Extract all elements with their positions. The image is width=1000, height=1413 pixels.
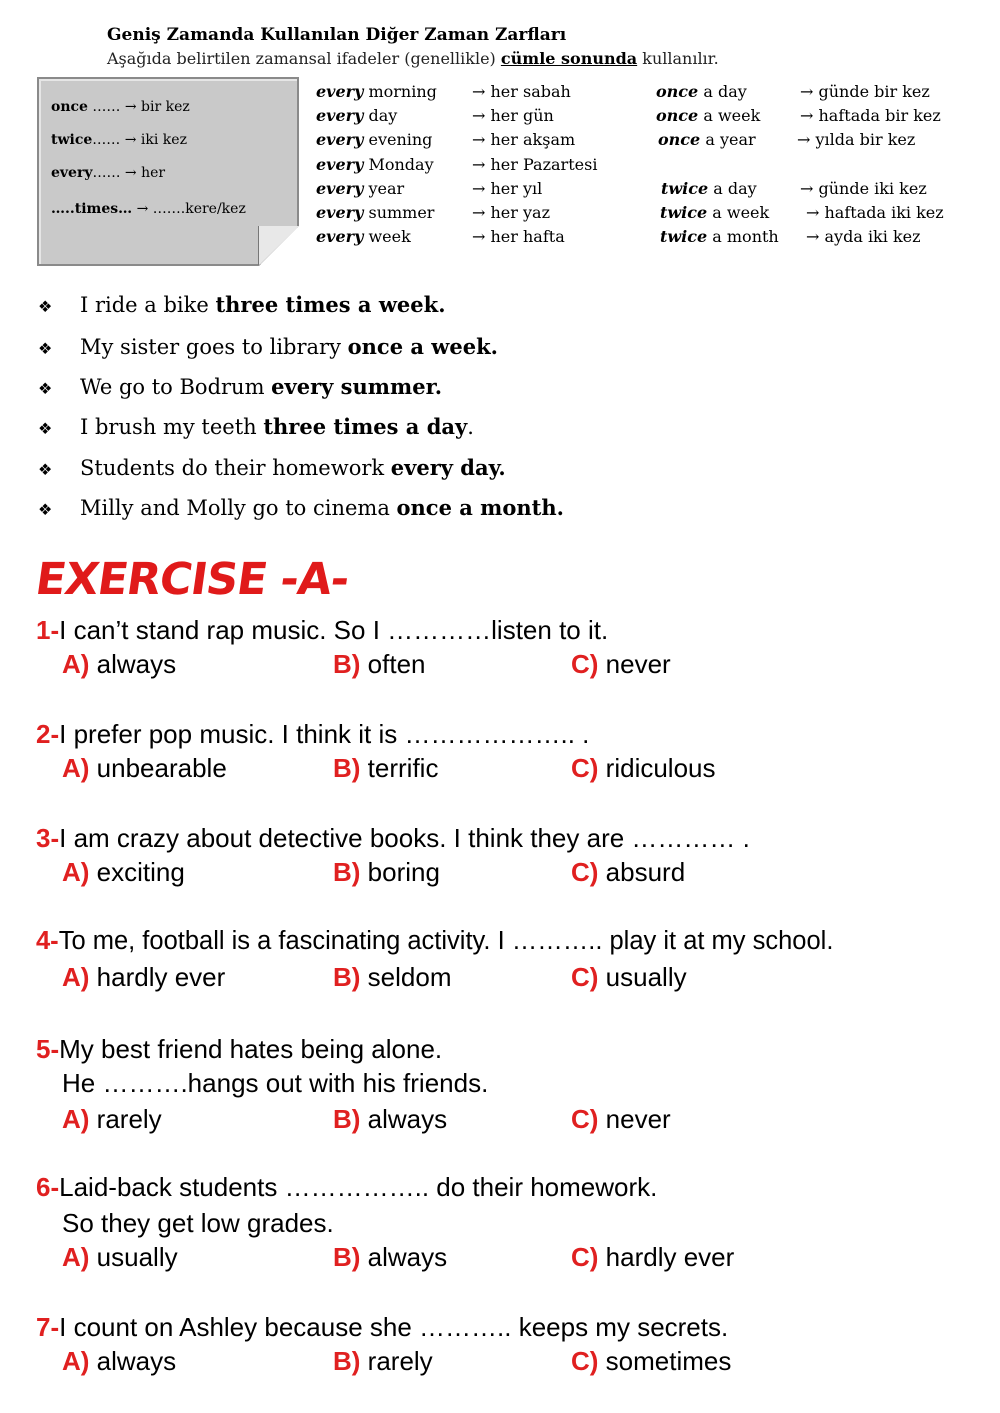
note-value: …… → iki kez [92, 132, 187, 148]
question-text: My best friend hates being alone. [59, 1034, 443, 1064]
bullet-icon: ❖ [38, 460, 53, 479]
vocab-word: once [658, 130, 701, 149]
note-row-times [51, 201, 246, 217]
note-row-twice [51, 132, 187, 148]
example-emphasis: once a month. [396, 495, 564, 520]
option-text: always [96, 649, 177, 679]
example-text-end: . [467, 415, 474, 439]
vocab-word: twice [661, 179, 709, 198]
vocab-word: every [316, 227, 364, 246]
vocab-right-2 [658, 130, 756, 149]
example-text: My sister goes to library [80, 335, 348, 359]
option-letter: C) [571, 753, 599, 783]
question-text: Laid-back students …………….. do their homework. [59, 1172, 658, 1202]
note-value: → …….kere/kez [132, 201, 246, 217]
option-a[interactable] [62, 857, 185, 888]
option-letter: B) [333, 962, 361, 992]
note-value: …… → bir kez [87, 99, 190, 115]
vocab-word: once [656, 82, 699, 101]
note-value: …… → her [92, 165, 166, 181]
option-letter: A) [62, 753, 90, 783]
option-b[interactable] [333, 857, 440, 888]
option-b[interactable] [333, 649, 426, 680]
option-text: always [367, 1104, 448, 1134]
vocab-right-4 [660, 203, 769, 222]
vocab-word: every [316, 130, 364, 149]
option-a[interactable] [62, 1242, 178, 1273]
option-b[interactable] [333, 962, 452, 993]
vocab-word: twice [660, 227, 708, 246]
vocab-rest: a day [708, 179, 757, 198]
vocab-rest: a day [698, 82, 747, 101]
vocab-left-tr-0: → her sabah [472, 82, 571, 101]
example-emphasis: every day. [390, 455, 506, 480]
option-letter: A) [62, 857, 90, 887]
vocab-left-3 [316, 155, 434, 174]
example-sentence [38, 495, 564, 520]
option-letter: B) [333, 649, 361, 679]
vocab-right-5 [660, 227, 779, 246]
example-text: Students do their homework [80, 456, 391, 480]
option-text: seldom [367, 962, 452, 992]
example-sentence [38, 414, 474, 439]
question-text: I am crazy about detective books. I think they are ………… . [59, 823, 750, 853]
vocab-word: every [316, 155, 364, 174]
note-row-once [51, 99, 190, 115]
example-emphasis: once a week. [347, 334, 498, 359]
option-a[interactable] [62, 649, 176, 680]
vocab-word: twice [660, 203, 708, 222]
vocab-left-tr-3: → her Pazartesi [472, 155, 598, 174]
option-text: rarely [96, 1104, 162, 1134]
bullet-icon: ❖ [38, 297, 53, 316]
vocab-rest: Monday [363, 155, 434, 174]
vocab-rest: morning [363, 82, 437, 101]
vocab-left-1 [316, 106, 397, 125]
vocab-left-4 [316, 179, 404, 198]
vocab-rest: a month [707, 227, 779, 246]
option-b[interactable] [333, 1346, 433, 1377]
option-letter: B) [333, 1104, 361, 1134]
adverb-note-card [37, 77, 299, 266]
option-letter: A) [62, 1104, 90, 1134]
option-letter: B) [333, 857, 361, 887]
option-letter: C) [571, 1346, 599, 1376]
example-text: I brush my teeth [80, 415, 264, 439]
option-text: sometimes [605, 1346, 732, 1376]
question-text: I prefer pop music. I think it is ……………….. . [59, 719, 590, 749]
question-text: I count on Ashley because she ……….. keeps my secrets. [59, 1312, 729, 1342]
option-letter: A) [62, 649, 90, 679]
vocab-right-tr-2: → yılda bir kez [797, 130, 916, 149]
option-text: hardly ever [605, 1242, 735, 1272]
option-text: ridiculous [605, 753, 716, 783]
option-text: terrific [367, 753, 439, 783]
option-a[interactable] [62, 1104, 162, 1135]
option-text: usually [605, 962, 687, 992]
vocab-left-tr-4: → her yıl [472, 179, 543, 198]
option-letter: C) [571, 962, 599, 992]
vocab-right-1 [656, 106, 760, 125]
vocab-word: every [316, 82, 364, 101]
example-emphasis: three times a day [263, 414, 468, 439]
question-number: 7- [36, 1312, 60, 1342]
option-c[interactable] [571, 649, 671, 680]
vocab-left-5 [316, 203, 434, 222]
example-emphasis: three times a week. [215, 292, 446, 317]
question-number: 2- [36, 719, 60, 749]
question-text: To me, football is a fascinating activity. I ……….. play it at my school. [58, 927, 834, 955]
vocab-rest: a week [707, 203, 770, 222]
vocab-left-tr-6: → her hafta [472, 227, 565, 246]
option-letter: B) [333, 1242, 361, 1272]
question-number: 6- [36, 1172, 60, 1202]
vocab-right-0 [656, 82, 747, 101]
page-title: Geniş Zamanda Kullanılan Diğer Zaman Zarfları [107, 25, 567, 45]
question-4 [36, 927, 833, 956]
question-number: 1- [36, 615, 60, 645]
example-text: We go to Bodrum [80, 375, 272, 399]
option-text: never [605, 1104, 671, 1134]
option-b[interactable] [333, 1104, 447, 1135]
vocab-right-tr-4: → haftada iki kez [806, 203, 944, 222]
option-c[interactable] [571, 753, 716, 784]
question-text: I can’t stand rap music. So I …………listen to it. [59, 615, 609, 645]
option-text: often [367, 649, 426, 679]
vocab-rest: a year [700, 130, 756, 149]
option-letter: C) [571, 1104, 599, 1134]
page-subtitle [107, 49, 719, 68]
bullet-icon: ❖ [38, 339, 53, 358]
option-b[interactable] [333, 1242, 447, 1273]
option-text: exciting [96, 857, 185, 887]
vocab-rest: day [363, 106, 398, 125]
option-c[interactable] [571, 1242, 734, 1273]
option-letter: C) [571, 649, 599, 679]
vocab-rest: year [363, 179, 405, 198]
option-c[interactable] [571, 1104, 671, 1135]
note-key: every [51, 165, 93, 181]
option-text: unbearable [96, 753, 227, 783]
vocab-word: once [656, 106, 699, 125]
option-text: usually [96, 1242, 178, 1272]
vocab-left-2 [316, 130, 432, 149]
vocab-right-tr-1: → haftada bir kez [800, 106, 941, 125]
vocab-rest: summer [363, 203, 435, 222]
subtitle-text-end: kullanılır. [637, 49, 719, 68]
example-sentence [38, 334, 498, 359]
example-emphasis: every summer. [271, 374, 443, 399]
example-sentence [38, 292, 446, 317]
vocab-left-tr-2: → her akşam [472, 130, 576, 149]
question-3 [36, 823, 750, 854]
vocab-rest: week [363, 227, 411, 246]
subtitle-emphasis: cümle sonunda [500, 49, 638, 68]
option-text: always [367, 1242, 448, 1272]
question-7 [36, 1312, 728, 1343]
question-number: 5- [36, 1034, 60, 1064]
vocab-right-tr-0: → günde bir kez [800, 82, 930, 101]
note-key: …..times… [51, 201, 133, 217]
vocab-word: every [316, 179, 364, 198]
vocab-right-tr-3: → günde iki kez [800, 179, 927, 198]
option-a[interactable] [62, 962, 225, 993]
bullet-icon: ❖ [38, 500, 53, 519]
exercise-title: EXERCISE -A- [32, 554, 352, 605]
note-key: once [51, 99, 88, 115]
option-text: always [96, 1346, 177, 1376]
option-letter: B) [333, 753, 361, 783]
option-text: boring [367, 857, 440, 887]
vocab-left-0 [316, 82, 437, 101]
example-text: I ride a bike [80, 293, 216, 317]
option-letter: C) [571, 1242, 599, 1272]
vocab-rest: evening [363, 130, 433, 149]
vocab-left-6 [316, 227, 411, 246]
question-5-line-2: He ……….hangs out with his friends. [62, 1068, 489, 1098]
example-sentence [38, 374, 442, 399]
question-5 [36, 1034, 442, 1065]
question-1 [36, 615, 608, 646]
question-number: 4- [36, 927, 59, 955]
vocab-right-3 [661, 179, 757, 198]
note-key: twice [51, 132, 93, 148]
vocab-left-tr-5: → her yaz [472, 203, 551, 222]
option-text: hardly ever [96, 962, 226, 992]
vocab-word: every [316, 203, 364, 222]
option-letter: A) [62, 962, 90, 992]
subtitle-text: Aşağıda belirtilen zamansal ifadeler (genellikle) [107, 49, 501, 68]
question-6-line-2: So they get low grades. [62, 1208, 334, 1238]
example-sentence [38, 455, 506, 480]
vocab-left-tr-1: → her gün [472, 106, 554, 125]
option-a[interactable] [62, 1346, 176, 1377]
note-row-every [51, 165, 165, 181]
vocab-rest: a week [698, 106, 761, 125]
option-b[interactable] [333, 753, 438, 784]
option-c[interactable] [571, 962, 687, 993]
option-text: rarely [367, 1346, 433, 1376]
question-2 [36, 719, 589, 750]
option-letter: A) [62, 1346, 90, 1376]
option-letter: A) [62, 1242, 90, 1272]
example-text: Milly and Molly go to cinema [80, 496, 397, 520]
question-6 [36, 1172, 657, 1203]
bullet-icon: ❖ [38, 419, 53, 438]
bullet-icon: ❖ [38, 379, 53, 398]
option-c[interactable] [571, 857, 685, 888]
option-c[interactable] [571, 1346, 731, 1377]
vocab-word: every [316, 106, 364, 125]
question-number: 3- [36, 823, 60, 853]
option-letter: C) [571, 857, 599, 887]
option-letter: B) [333, 1346, 361, 1376]
option-text: absurd [605, 857, 686, 887]
option-text: never [605, 649, 671, 679]
option-a[interactable] [62, 753, 227, 784]
vocab-right-tr-5: → ayda iki kez [806, 227, 921, 246]
